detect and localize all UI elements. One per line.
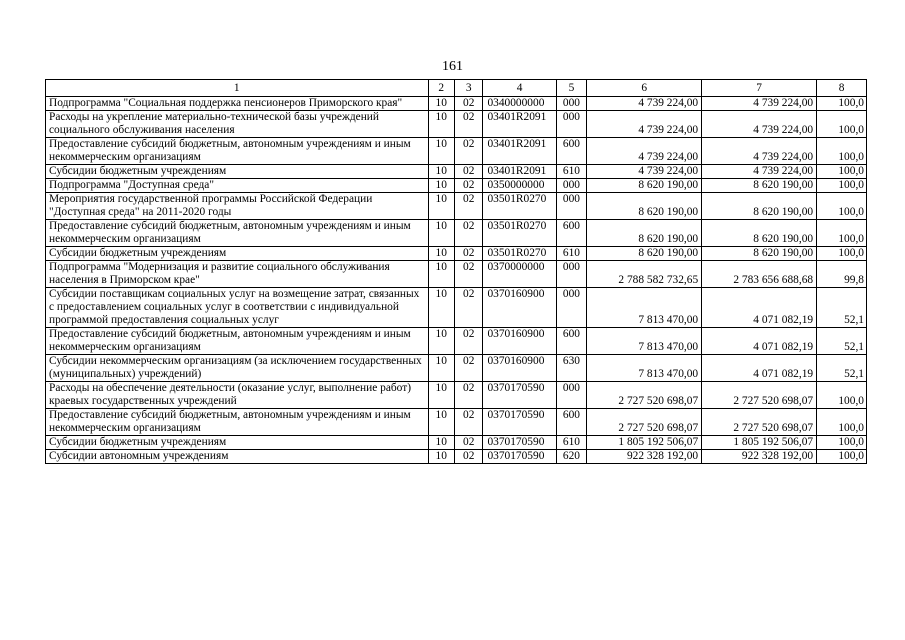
- item-name-cell: Предоставление субсидий бюджетным, автономным учреждениям и иным некоммерческим организациям: [46, 138, 429, 165]
- execution-percent-cell: 99,8: [817, 261, 867, 288]
- table-body: [46, 97, 867, 464]
- section-code-cell: 10: [428, 436, 454, 450]
- plan-amount-cell: 8 620 190,00: [587, 193, 702, 220]
- target-article-cell: 0370160900: [483, 288, 556, 328]
- subsection-code-cell: 02: [454, 138, 482, 165]
- plan-amount-cell: 4 739 224,00: [587, 97, 702, 111]
- item-name-cell: Предоставление субсидий бюджетным, автономным учреждениям и иным некоммерческим организациям: [46, 328, 429, 355]
- expense-type-cell: 000: [556, 97, 587, 111]
- header-cell: 7: [702, 80, 817, 97]
- item-name-cell: Подпрограмма "Социальная поддержка пенсионеров Приморского края": [46, 97, 429, 111]
- item-name-cell: Подпрограмма "Доступная среда": [46, 179, 429, 193]
- section-code-cell: 10: [428, 97, 454, 111]
- plan-amount-cell: 4 739 224,00: [587, 138, 702, 165]
- table-header-row: [46, 80, 867, 97]
- subsection-code-cell: 02: [454, 288, 482, 328]
- target-article-cell: 03401R2091: [483, 138, 556, 165]
- table-row: [46, 97, 867, 111]
- plan-amount-cell: 2 788 582 732,65: [587, 261, 702, 288]
- subsection-code-cell: 02: [454, 328, 482, 355]
- target-article-cell: 03401R2091: [483, 165, 556, 179]
- header-cell: 8: [817, 80, 867, 97]
- plan-amount-cell: 8 620 190,00: [587, 247, 702, 261]
- execution-percent-cell: 100,0: [817, 97, 867, 111]
- execution-percent-cell: 52,1: [817, 355, 867, 382]
- subsection-code-cell: 02: [454, 97, 482, 111]
- actual-amount-cell: 4 071 082,19: [702, 328, 817, 355]
- table-row: [46, 328, 867, 355]
- section-code-cell: 10: [428, 261, 454, 288]
- header-cell: 3: [454, 80, 482, 97]
- item-name-cell: Субсидии бюджетным учреждениям: [46, 436, 429, 450]
- section-code-cell: 10: [428, 355, 454, 382]
- execution-percent-cell: 52,1: [817, 328, 867, 355]
- expense-type-cell: 000: [556, 382, 587, 409]
- section-code-cell: 10: [428, 179, 454, 193]
- target-article-cell: 0370170590: [483, 409, 556, 436]
- target-article-cell: 03501R0270: [483, 220, 556, 247]
- section-code-cell: 10: [428, 193, 454, 220]
- table-row: [46, 355, 867, 382]
- item-name-cell: Подпрограмма "Модернизация и развитие социального обслуживания населения в Приморском крае": [46, 261, 429, 288]
- item-name-cell: Субсидии автономным учреждениям: [46, 450, 429, 464]
- actual-amount-cell: 2 727 520 698,07: [702, 409, 817, 436]
- expense-type-cell: 610: [556, 436, 587, 450]
- subsection-code-cell: 02: [454, 409, 482, 436]
- actual-amount-cell: 8 620 190,00: [702, 179, 817, 193]
- section-code-cell: 10: [428, 288, 454, 328]
- target-article-cell: 0370000000: [483, 261, 556, 288]
- table-row: [46, 220, 867, 247]
- plan-amount-cell: 2 727 520 698,07: [587, 409, 702, 436]
- target-article-cell: 03501R0270: [483, 193, 556, 220]
- actual-amount-cell: 8 620 190,00: [702, 193, 817, 220]
- actual-amount-cell: 4 071 082,19: [702, 355, 817, 382]
- table-row: [46, 247, 867, 261]
- header-cell: 6: [587, 80, 702, 97]
- execution-percent-cell: 100,0: [817, 179, 867, 193]
- plan-amount-cell: 7 813 470,00: [587, 288, 702, 328]
- target-article-cell: 0370170590: [483, 436, 556, 450]
- section-code-cell: 10: [428, 138, 454, 165]
- section-code-cell: 10: [428, 247, 454, 261]
- execution-percent-cell: 100,0: [817, 409, 867, 436]
- section-code-cell: 10: [428, 409, 454, 436]
- table-row: [46, 193, 867, 220]
- actual-amount-cell: 4 071 082,19: [702, 288, 817, 328]
- item-name-cell: Субсидии бюджетным учреждениям: [46, 165, 429, 179]
- item-name-cell: Предоставление субсидий бюджетным, автономным учреждениям и иным некоммерческим организациям: [46, 409, 429, 436]
- expense-type-cell: 000: [556, 179, 587, 193]
- subsection-code-cell: 02: [454, 179, 482, 193]
- page-number: 161: [442, 59, 463, 74]
- subsection-code-cell: 02: [454, 220, 482, 247]
- actual-amount-cell: 8 620 190,00: [702, 220, 817, 247]
- actual-amount-cell: 4 739 224,00: [702, 165, 817, 179]
- target-article-cell: 0370170590: [483, 450, 556, 464]
- expense-type-cell: 610: [556, 165, 587, 179]
- table-row: [46, 261, 867, 288]
- actual-amount-cell: 4 739 224,00: [702, 97, 817, 111]
- expense-type-cell: 000: [556, 193, 587, 220]
- plan-amount-cell: 4 739 224,00: [587, 111, 702, 138]
- target-article-cell: 03501R0270: [483, 247, 556, 261]
- plan-amount-cell: 7 813 470,00: [587, 328, 702, 355]
- target-article-cell: 03401R2091: [483, 111, 556, 138]
- plan-amount-cell: 2 727 520 698,07: [587, 382, 702, 409]
- section-code-cell: 10: [428, 382, 454, 409]
- item-name-cell: Субсидии некоммерческим организациям (за исключением государственных (муниципальных) учреждений): [46, 355, 429, 382]
- actual-amount-cell: 4 739 224,00: [702, 138, 817, 165]
- item-name-cell: Мероприятия государственной программы Российской Федерации "Доступная среда" на 2011-2020 годы: [46, 193, 429, 220]
- subsection-code-cell: 02: [454, 193, 482, 220]
- section-code-cell: 10: [428, 328, 454, 355]
- actual-amount-cell: 2 727 520 698,07: [702, 382, 817, 409]
- subsection-code-cell: 02: [454, 261, 482, 288]
- subsection-code-cell: 02: [454, 111, 482, 138]
- execution-percent-cell: 100,0: [817, 220, 867, 247]
- table-row: [46, 288, 867, 328]
- subsection-code-cell: 02: [454, 247, 482, 261]
- item-name-cell: Субсидии поставщикам социальных услуг на возмещение затрат, связанных с предоставлением социальных услуг в соответствии с индивидуальной программой предоставления социальных услуг: [46, 288, 429, 328]
- execution-percent-cell: 100,0: [817, 436, 867, 450]
- expense-type-cell: 600: [556, 409, 587, 436]
- expense-type-cell: 600: [556, 138, 587, 165]
- table-row: [46, 450, 867, 464]
- execution-percent-cell: 100,0: [817, 138, 867, 165]
- plan-amount-cell: 8 620 190,00: [587, 220, 702, 247]
- execution-percent-cell: 100,0: [817, 247, 867, 261]
- plan-amount-cell: 8 620 190,00: [587, 179, 702, 193]
- target-article-cell: 0350000000: [483, 179, 556, 193]
- subsection-code-cell: 02: [454, 436, 482, 450]
- expense-type-cell: 000: [556, 111, 587, 138]
- table-row: [46, 409, 867, 436]
- subsection-code-cell: 02: [454, 450, 482, 464]
- expense-type-cell: 630: [556, 355, 587, 382]
- execution-percent-cell: 100,0: [817, 382, 867, 409]
- header-cell: 1: [46, 80, 429, 97]
- section-code-cell: 10: [428, 220, 454, 247]
- item-name-cell: Предоставление субсидий бюджетным, автономным учреждениям и иным некоммерческим организациям: [46, 220, 429, 247]
- expense-type-cell: 600: [556, 328, 587, 355]
- table-row: [46, 179, 867, 193]
- expense-type-cell: 610: [556, 247, 587, 261]
- expense-type-cell: 000: [556, 288, 587, 328]
- header-cell: 5: [556, 80, 587, 97]
- target-article-cell: 0370160900: [483, 355, 556, 382]
- table-row: [46, 382, 867, 409]
- execution-percent-cell: 100,0: [817, 111, 867, 138]
- table-row: [46, 138, 867, 165]
- target-article-cell: 0370170590: [483, 382, 556, 409]
- plan-amount-cell: 922 328 192,00: [587, 450, 702, 464]
- subsection-code-cell: 02: [454, 355, 482, 382]
- section-code-cell: 10: [428, 165, 454, 179]
- subsection-code-cell: 02: [454, 165, 482, 179]
- item-name-cell: Расходы на обеспечение деятельности (оказание услуг, выполнение работ) краевых государственных учреждений: [46, 382, 429, 409]
- expense-type-cell: 600: [556, 220, 587, 247]
- execution-percent-cell: 52,1: [817, 288, 867, 328]
- plan-amount-cell: 7 813 470,00: [587, 355, 702, 382]
- header-cell: 4: [483, 80, 556, 97]
- execution-percent-cell: 100,0: [817, 193, 867, 220]
- section-code-cell: 10: [428, 111, 454, 138]
- actual-amount-cell: 2 783 656 688,68: [702, 261, 817, 288]
- section-code-cell: 10: [428, 450, 454, 464]
- target-article-cell: 0340000000: [483, 97, 556, 111]
- target-article-cell: 0370160900: [483, 328, 556, 355]
- execution-percent-cell: 100,0: [817, 450, 867, 464]
- table-row: [46, 111, 867, 138]
- actual-amount-cell: 8 620 190,00: [702, 247, 817, 261]
- budget-table: [45, 79, 867, 464]
- plan-amount-cell: 4 739 224,00: [587, 165, 702, 179]
- actual-amount-cell: 4 739 224,00: [702, 111, 817, 138]
- item-name-cell: Расходы на укрепление материально-технической базы учреждений социального обслуживания населения: [46, 111, 429, 138]
- plan-amount-cell: 1 805 192 506,07: [587, 436, 702, 450]
- table-row: [46, 165, 867, 179]
- table-row: [46, 436, 867, 450]
- expense-type-cell: 000: [556, 261, 587, 288]
- subsection-code-cell: 02: [454, 382, 482, 409]
- actual-amount-cell: 1 805 192 506,07: [702, 436, 817, 450]
- header-cell: 2: [428, 80, 454, 97]
- actual-amount-cell: 922 328 192,00: [702, 450, 817, 464]
- execution-percent-cell: 100,0: [817, 165, 867, 179]
- item-name-cell: Субсидии бюджетным учреждениям: [46, 247, 429, 261]
- expense-type-cell: 620: [556, 450, 587, 464]
